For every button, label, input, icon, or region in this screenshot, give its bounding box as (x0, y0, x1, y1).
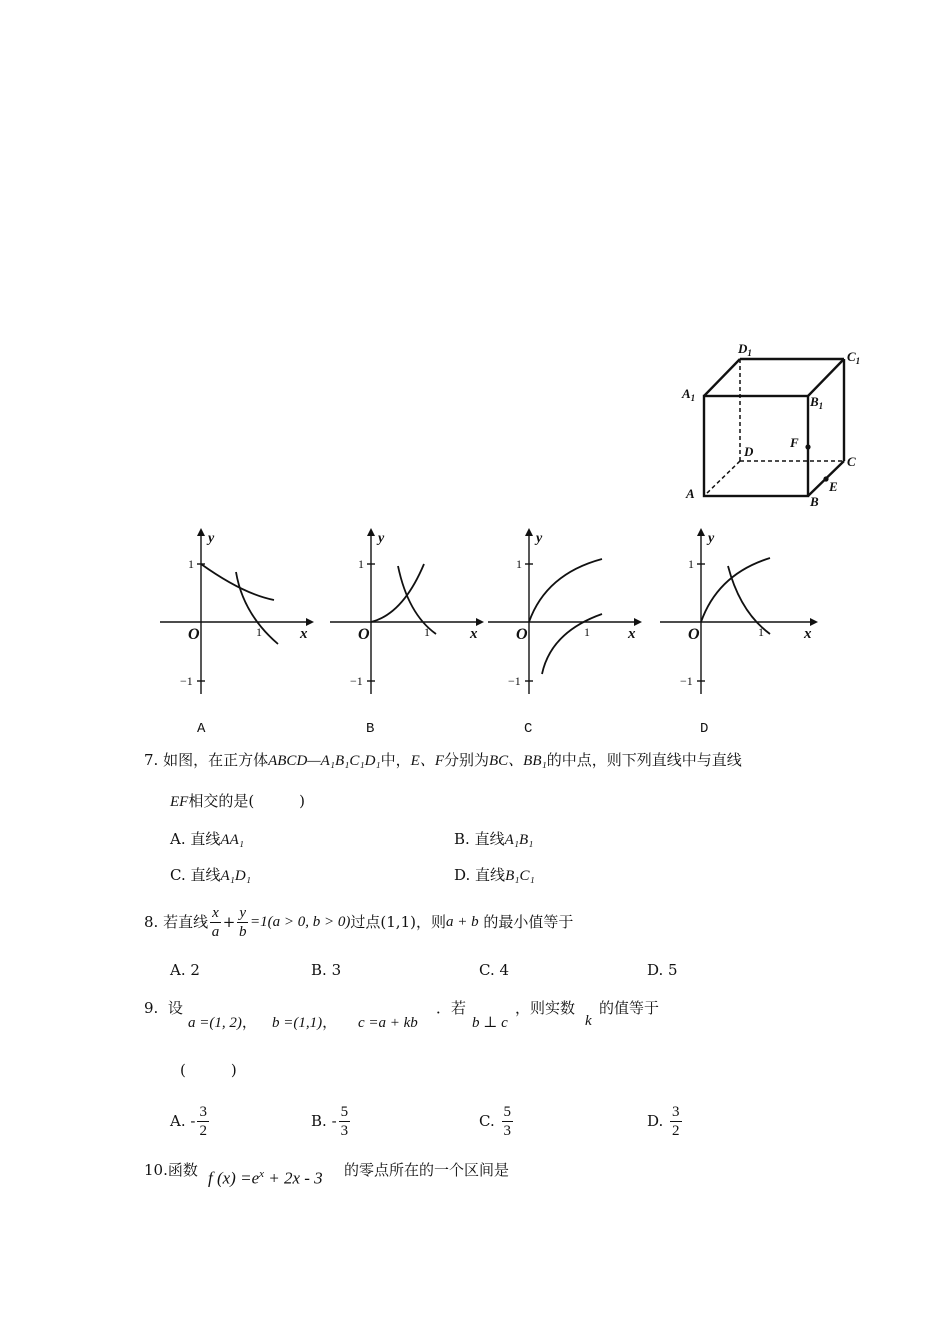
q8-fraction-y: $\frac{y}{b}$ (238, 904, 247, 940)
q8-equation: =1(a > 0, b > 0) (250, 914, 351, 930)
cube-label-f: F (790, 435, 799, 450)
graph-c-origin: O (516, 626, 528, 643)
cube-label-a: A (686, 486, 695, 501)
q9-text-dot: ．若 (436, 999, 467, 1017)
graph-a-one-x: 1 (256, 625, 262, 639)
graph-c-one-y: 1 (516, 557, 522, 571)
q8-text-pre: 若直线 (163, 913, 209, 931)
q8-text-mid: 过点 (350, 913, 381, 931)
graph-label-d: D (700, 721, 709, 737)
q7-option-a[interactable]: A. 直线AA₁ (170, 830, 244, 848)
q7-number: 7. (144, 751, 159, 769)
graph-d-y-label: y (708, 531, 715, 546)
q7-ef: EF (170, 794, 189, 810)
q9-text-post: ，则实数 (515, 999, 576, 1017)
cube-figure (676, 334, 876, 514)
q9-option-d[interactable]: D. $\frac{3}{2}$ (647, 1103, 680, 1139)
graph-c-x-label: x (628, 626, 636, 642)
q8-option-b[interactable]: B. 3 (311, 961, 342, 979)
graph-b-one-y: 1 (358, 557, 364, 571)
cube-label-c1: $C_1$ (847, 349, 861, 366)
graph-a-y-label: y (208, 531, 215, 546)
q9-option-b[interactable]: B. - $\frac{5}{3}$ (311, 1103, 349, 1139)
graph-label-c: C (524, 721, 533, 737)
graph-c-one-x: 1 (584, 625, 590, 639)
cube-label-b1: $B_1$ (810, 394, 824, 411)
q9-a-def: a =(1, 2)， (188, 1013, 257, 1031)
q7-cube-name: ABCD—A₁B₁C₁D₁ (268, 753, 381, 769)
q7-text-a: 如图，在正方体 (163, 751, 269, 769)
q9-k: k (585, 1013, 592, 1029)
q7-line2 (170, 791, 305, 812)
q8-point: (1,1) (380, 913, 416, 931)
q7-segments: BC、BB₁ (489, 753, 547, 769)
graph-a (158, 524, 318, 704)
q8-number: 8. (144, 913, 159, 931)
graph-a-x-label: x (300, 626, 308, 642)
graph-b-x-label: x (470, 626, 478, 642)
q7-points-ef: E、F (410, 753, 444, 769)
q8-line (144, 900, 573, 944)
q9-option-c[interactable]: C. $\frac{5}{3}$ (479, 1103, 511, 1139)
q9-number: 9. (144, 999, 159, 1017)
q9-option-a[interactable]: A. - $\frac{3}{2}$ (170, 1103, 207, 1139)
q9-perp: b ⊥ c (472, 1015, 508, 1031)
graph-label-a: A (197, 721, 206, 737)
graph-b-y-label: y (378, 531, 385, 546)
graph-b-neg-one: −1 (350, 674, 363, 688)
q9-text-end: 的值等于 (599, 999, 660, 1017)
graph-c-y-label: y (536, 531, 543, 546)
cube-label-d: D (744, 444, 754, 459)
graph-b-one-x: 1 (424, 625, 430, 639)
graph-d-origin: O (688, 626, 700, 643)
cube-label-d1: $D_1$ (738, 341, 752, 358)
graph-a-origin: O (188, 626, 200, 643)
q7-text-e: 相交的是( ) (188, 792, 306, 810)
q7-text-d: 的中点，则下列直线中与直线 (546, 751, 742, 769)
graph-d (658, 524, 823, 704)
q9-b-def: b =(1,1)， (272, 1013, 338, 1031)
q9-answer-paren: ( ) (180, 1061, 237, 1079)
q7-text-b: 中， (380, 751, 411, 769)
q7-option-d[interactable]: D. 直线B₁C₁ (454, 866, 535, 884)
q8-text-end: 的最小值等于 (483, 913, 574, 931)
q10-text-end: 的零点所在的一个区间是 (344, 1161, 510, 1179)
graph-label-b: B (366, 721, 375, 737)
cube-label-e: E (829, 479, 838, 494)
q8-plus: + (222, 913, 236, 931)
graph-a-neg-one: −1 (180, 674, 193, 688)
q10-number-line (144, 1160, 198, 1180)
q9-c-def: c =a + kb (358, 1015, 418, 1031)
graph-b (328, 524, 488, 704)
graph-b-origin: O (358, 626, 370, 643)
graph-a-one-y: 1 (188, 557, 194, 571)
cube-label-b: B (810, 494, 819, 509)
q8-text-post: ，则 (415, 913, 446, 931)
graph-d-one-x: 1 (758, 625, 764, 639)
graph-c-neg-one: −1 (508, 674, 521, 688)
q8-option-d[interactable]: D. 5 (647, 961, 678, 979)
q8-fraction-x: $\frac{x}{a}$ (211, 904, 220, 940)
q10-number: 10. (144, 1161, 168, 1179)
q7-option-c[interactable]: C. 直线A₁D₁ (170, 866, 251, 884)
q10-function: f $(x) =e^x + 2x - 3$ (208, 1168, 323, 1188)
q7-text-c: 分别为 (443, 751, 489, 769)
graph-d-neg-one: −1 (680, 674, 693, 688)
q8-option-a[interactable]: A. 2 (170, 961, 200, 979)
q7-line1 (144, 750, 742, 771)
q7-option-b[interactable]: B. 直线A₁B₁ (454, 830, 534, 848)
q9-text-she: 设 (167, 999, 183, 1017)
q8-option-c[interactable]: C. 4 (479, 961, 510, 979)
q10-text-pre: 函数 (167, 1161, 198, 1179)
graph-d-x-label: x (804, 626, 812, 642)
cube-label-c: C (847, 454, 856, 469)
q9-number-line (144, 998, 183, 1018)
cube-label-a1: $A_1$ (682, 386, 696, 403)
graph-d-one-y: 1 (688, 557, 694, 571)
graph-c (486, 524, 646, 704)
q8-expr: a + b (445, 914, 479, 930)
